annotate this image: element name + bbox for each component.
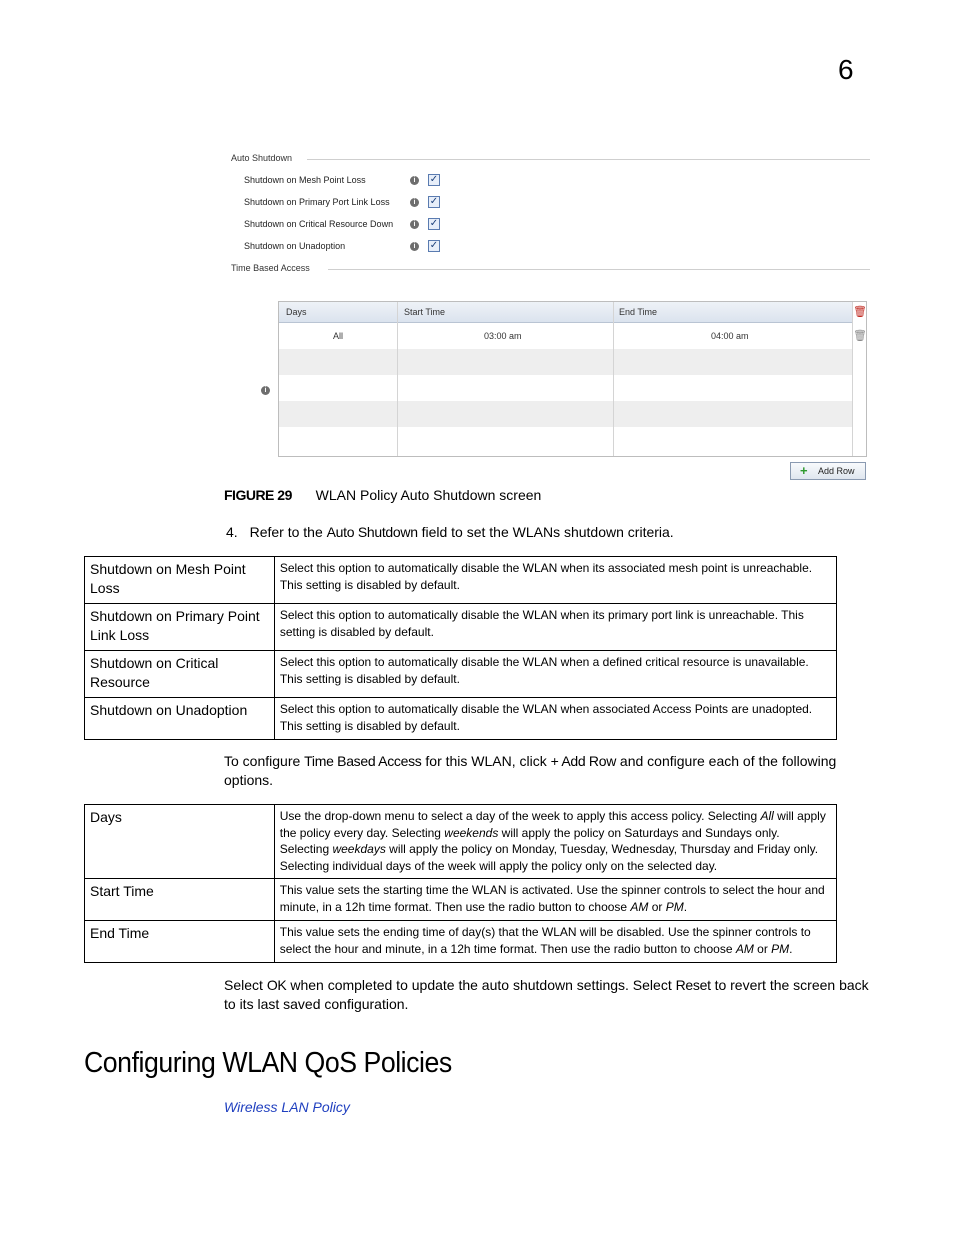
para-field-name: OK bbox=[266, 977, 287, 993]
term-cell: Shutdown on Unadoption bbox=[85, 698, 275, 740]
section-divider bbox=[307, 159, 870, 160]
para-text: To configure bbox=[224, 753, 305, 769]
info-icon[interactable]: i bbox=[410, 242, 419, 251]
description-cell: Select this option to automatically disable the WLAN when a defined critical resource is unavailable. This setting is disabled by default. bbox=[274, 651, 836, 698]
option-primary-port-link-loss-label: Shutdown on Primary Port Link Loss bbox=[244, 197, 390, 207]
delete-row-trash-icon[interactable]: 🗑 bbox=[853, 330, 867, 342]
table-row[interactable] bbox=[279, 349, 852, 375]
option-mesh-point-loss-label: Shutdown on Mesh Point Loss bbox=[244, 175, 366, 185]
term-cell: End Time bbox=[85, 921, 275, 963]
checkbox-critical-resource-down[interactable]: ✓ bbox=[429, 218, 439, 229]
para-text: and configure each of the following options. bbox=[224, 753, 837, 788]
delete-all-trash-icon[interactable]: 🗑 bbox=[853, 306, 867, 318]
section-heading: Configuring WLAN QoS Policies bbox=[84, 1047, 452, 1079]
step-text: field to set the WLANs shutdown criteria. bbox=[417, 524, 674, 540]
time-access-grid bbox=[278, 301, 867, 457]
term-cell: Start Time bbox=[85, 879, 275, 921]
grid-header bbox=[279, 302, 852, 323]
time-based-access-section-title: Time Based Access bbox=[231, 263, 310, 273]
step-number: 4. bbox=[226, 524, 238, 540]
term-cell: Shutdown on Primary Point Link Loss bbox=[85, 604, 275, 651]
column-divider bbox=[613, 302, 614, 456]
table-row bbox=[85, 879, 837, 921]
para-field-name: + Add Row bbox=[550, 753, 617, 769]
figure-label: FIGURE 29 bbox=[224, 487, 292, 503]
table-row[interactable] bbox=[279, 401, 852, 427]
cell-days: All bbox=[333, 331, 344, 341]
column-header-end-time[interactable]: End Time bbox=[619, 307, 658, 317]
figure-caption bbox=[224, 487, 541, 503]
term-cell: Days bbox=[85, 805, 275, 879]
table-row bbox=[85, 604, 837, 651]
info-icon[interactable]: i bbox=[410, 220, 419, 229]
table-row bbox=[85, 921, 837, 963]
column-divider bbox=[852, 302, 853, 456]
description-cell: This value sets the ending time of day(s) that the WLAN will be disabled. Use the spinner controls to select the hour and minute, in a 12h time format. Then use the radio button to choose AM or PM. bbox=[274, 921, 836, 963]
table-row bbox=[85, 651, 837, 698]
add-row-button[interactable] bbox=[790, 462, 866, 480]
para-field-name: Time Based Access bbox=[304, 753, 422, 769]
step-4 bbox=[226, 523, 674, 542]
table-row bbox=[85, 805, 837, 879]
cell-end-time: 04:00 am bbox=[711, 331, 749, 341]
para-field-name: Reset bbox=[675, 977, 711, 993]
table-row bbox=[85, 557, 837, 604]
description-cell: Select this option to automatically disable the WLAN when its primary port link is unreachable. This setting is disabled by default. bbox=[274, 604, 836, 651]
option-critical-resource-down-label: Shutdown on Critical Resource Down bbox=[244, 219, 394, 229]
add-row-label: Add Row bbox=[818, 466, 855, 476]
checkbox-primary-port-link-loss[interactable]: ✓ bbox=[429, 196, 439, 207]
cell-start-time: 03:00 am bbox=[484, 331, 522, 341]
info-icon[interactable]: i bbox=[261, 386, 270, 395]
description-cell: Use the drop-down menu to select a day of the week to apply this access policy. Selecting All will apply the policy every day. Selecting weekends will apply the policy on Saturdays and Sundays only. Selecting weekdays will apply the policy on Monday, Tuesday, Wednesday, Thursday and Friday only. Selecting individual days of the week will apply the policy only on the selected day. bbox=[274, 805, 836, 879]
auto-shutdown-section-title: Auto Shutdown bbox=[231, 153, 293, 163]
wireless-lan-policy-link[interactable]: Wireless LAN Policy bbox=[224, 1099, 350, 1115]
option-unadoption-label: Shutdown on Unadoption bbox=[244, 241, 346, 251]
para-text: to revert the screen back to its last saved configuration. bbox=[224, 977, 869, 1012]
figure-title: WLAN Policy Auto Shutdown screen bbox=[315, 487, 542, 503]
checkbox-unadoption[interactable]: ✓ bbox=[429, 240, 439, 251]
para-text: when completed to update the auto shutdown settings. Select bbox=[286, 977, 676, 993]
configure-paragraph bbox=[224, 752, 870, 790]
table-row bbox=[85, 698, 837, 740]
column-header-start-time[interactable]: Start Time bbox=[404, 307, 446, 317]
column-header-days[interactable]: Days bbox=[286, 307, 307, 317]
description-cell: Select this option to automatically disable the WLAN when associated Access Points are unadopted. This setting is disabled by default. bbox=[274, 698, 836, 740]
column-divider bbox=[397, 302, 398, 456]
plus-icon: + bbox=[800, 463, 808, 478]
para-text: Select bbox=[224, 977, 267, 993]
info-icon[interactable]: i bbox=[410, 198, 419, 207]
table-row[interactable] bbox=[279, 427, 852, 453]
term-cell: Shutdown on Mesh Point Loss bbox=[85, 557, 275, 604]
shutdown-options-table bbox=[84, 556, 837, 740]
chapter-number: 6 bbox=[838, 54, 854, 85]
description-cell: Select this option to automatically disable the WLAN when its associated mesh point is unreachable. This setting is disabled by default. bbox=[274, 557, 836, 604]
para-text: for this WLAN, click bbox=[421, 753, 551, 769]
info-icon[interactable]: i bbox=[410, 176, 419, 185]
time-access-table bbox=[84, 804, 837, 963]
term-cell: Shutdown on Critical Resource bbox=[85, 651, 275, 698]
checkbox-mesh-point-loss[interactable]: ✓ bbox=[429, 174, 439, 185]
table-row[interactable] bbox=[279, 323, 852, 349]
step-text: Refer to the bbox=[249, 524, 327, 540]
select-paragraph bbox=[224, 976, 870, 1014]
description-cell: This value sets the starting time the WLAN is activated. Use the spinner controls to select the hour and minute, in a 12h time format. Then use the radio button to choose AM or PM. bbox=[274, 879, 836, 921]
step-field-name: Auto Shutdown bbox=[326, 524, 418, 540]
table-row[interactable] bbox=[279, 375, 852, 401]
section-divider bbox=[328, 269, 870, 270]
